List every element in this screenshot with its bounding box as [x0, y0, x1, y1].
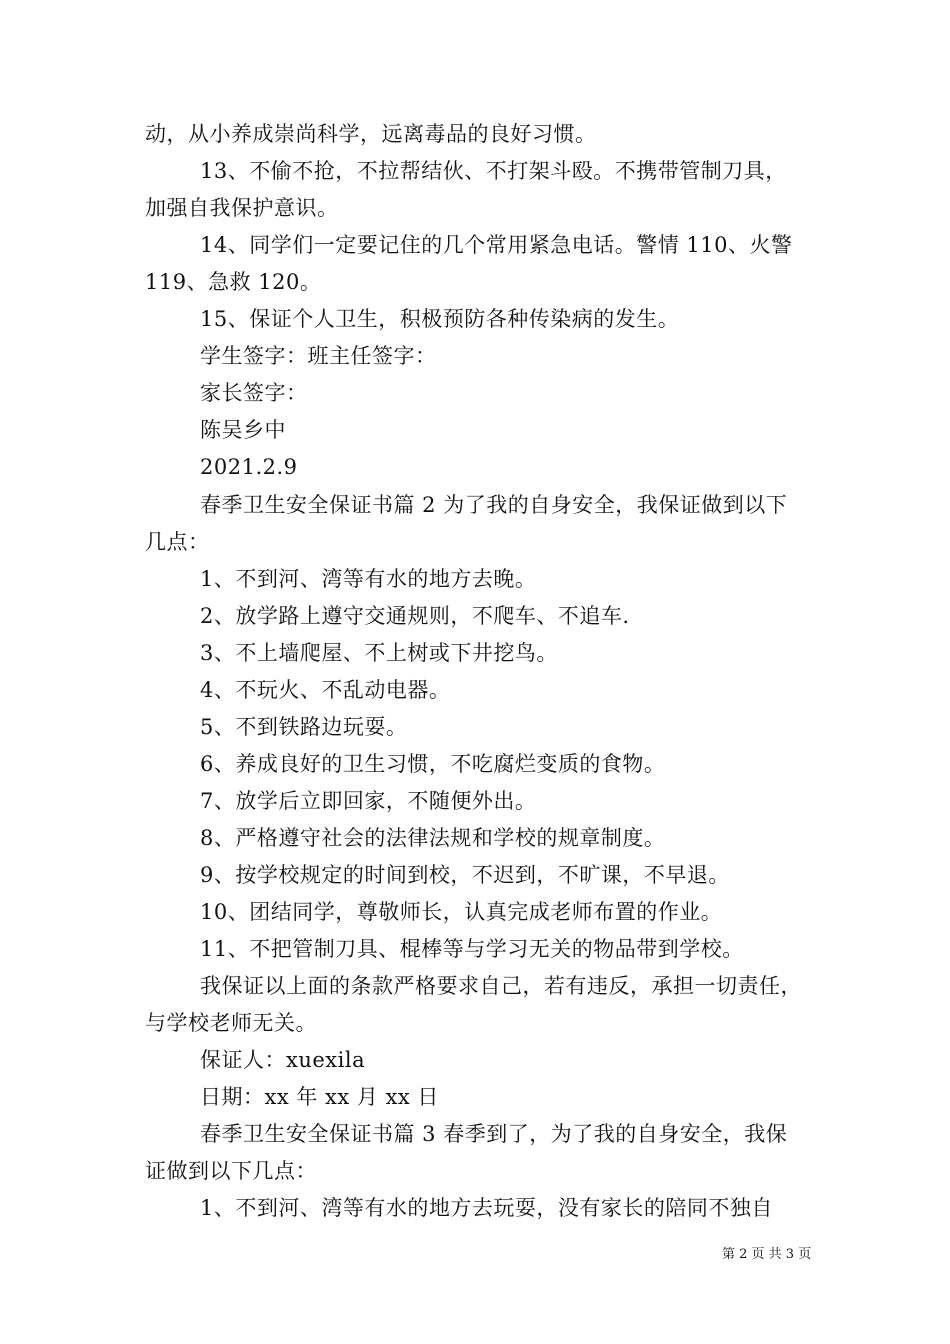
section-heading: 春季卫生安全保证书篇 3 春季到了，为了我的自身安全，我保: [200, 1122, 788, 1146]
list-item: 2、放学路上遵守交通规则，不爬车、不追车.: [200, 604, 630, 628]
text-line: 几点：: [145, 530, 210, 554]
list-item: 6、养成良好的卫生习惯，不吃腐烂变质的食物。: [200, 752, 666, 776]
list-item: 8、严格遵守社会的法律法规和学校的规章制度。: [200, 826, 666, 850]
list-item: 5、不到铁路边玩耍。: [200, 715, 408, 739]
date-line: 2021.2.9: [200, 455, 298, 479]
list-item: 4、不玩火、不乱动电器。: [200, 678, 451, 702]
school-name: 陈吴乡中: [200, 418, 286, 442]
list-item: 10、团结同学，尊敬师长，认真完成老师布置的作业。: [200, 900, 723, 924]
text-line: 119、急救 120。: [145, 270, 322, 294]
list-item: 3、不上墙爬屋、不上树或下井挖鸟。: [200, 641, 558, 665]
text-line: 13、不偷不抢，不拉帮结伙、不打架斗殴。不携带管制刀具，: [200, 159, 787, 183]
signature-line: 学生签字：班主任签字：: [200, 344, 437, 368]
text-line: 与学校老师无关。: [145, 1011, 317, 1035]
text-line: 14、同学们一定要记住的几个常用紧急电话。警情 110、火警: [200, 233, 793, 257]
text-line: 加强自我保护意识。: [145, 196, 339, 220]
list-item: 1、不到河、湾等有水的地方去晚。: [200, 567, 537, 591]
list-item: 9、按学校规定的时间到校，不迟到，不旷课，不早退。: [200, 863, 730, 887]
signature-line: 家长签字：: [200, 381, 308, 405]
text-line: 证做到以下几点：: [145, 1159, 317, 1183]
list-item: 7、放学后立即回家，不随便外出。: [200, 789, 537, 813]
date-line: 日期：xx 年 xx 月 xx 日: [200, 1085, 439, 1109]
text-line: 15、保证个人卫生，积极预防各种传染病的发生。: [200, 307, 680, 331]
text-line: 我保证以上面的条款严格要求自己，若有违反，承担一切责任，: [200, 974, 802, 998]
page-number: 第 2 页 共 3 页: [722, 1247, 812, 1262]
text-line: 动，从小养成崇尚科学，远离毒品的良好习惯。: [145, 122, 597, 146]
list-item: 11、不把管制刀具、棍棒等与学习无关的物品带到学校。: [200, 937, 744, 961]
guarantor-line: 保证人：xuexila: [200, 1048, 366, 1072]
section-heading: 春季卫生安全保证书篇 2 为了我的自身安全，我保证做到以下: [200, 493, 788, 517]
list-item: 1、不到河、湾等有水的地方去玩耍，没有家长的陪同不独自: [200, 1196, 773, 1220]
